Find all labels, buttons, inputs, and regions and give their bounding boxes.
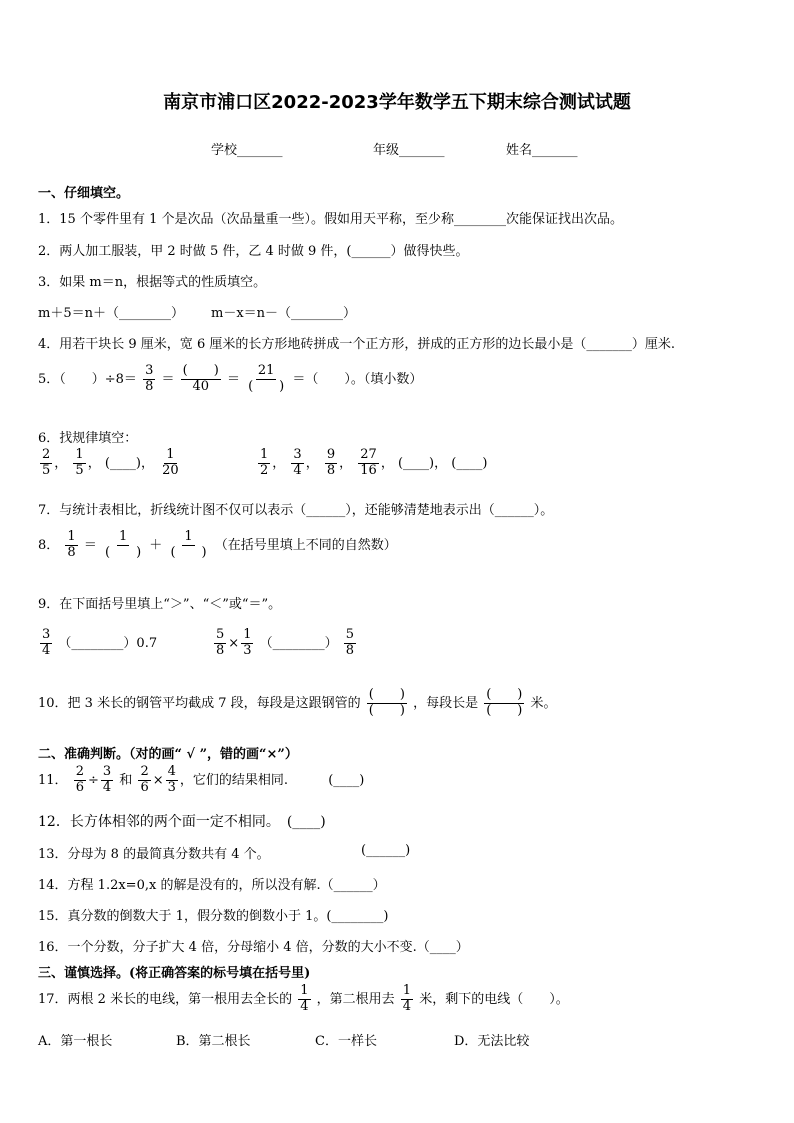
question-17	[38, 984, 569, 1015]
q5-f3-den: ( )	[248, 378, 285, 394]
numerator: 3	[102, 764, 112, 779]
q11-blank: (____)	[328, 772, 365, 788]
q6-s2-blank-2: (____)	[451, 455, 488, 471]
numerator: ( )	[486, 687, 523, 702]
numerator: 27	[360, 447, 377, 462]
section-3-heading: 三、谨慎选择。(将正确答案的标号填在括号里)	[38, 966, 311, 981]
question-4: 4．用若干块长 9 厘米，宽 6 厘米的长方形地砖拼成一个正方形，拼成的正方形的边长最小是（_______）厘米.	[38, 337, 675, 352]
numerator: 9	[326, 447, 336, 462]
q9-a-blank: （________）0.7	[58, 635, 158, 651]
q5-prefix: 5．（ ）÷8＝	[38, 371, 137, 387]
numerator: 1	[67, 529, 76, 544]
numerator: 1	[300, 983, 309, 998]
denominator: 4	[293, 462, 302, 478]
q8-instruction: （在括号里填上不同的自然数）	[214, 537, 397, 553]
question-3-part-a: m＋5＝n＋（________）	[38, 306, 184, 321]
q9-a-fraction	[40, 628, 52, 659]
denominator: 3	[167, 779, 176, 795]
q5-f2-num: ( )	[182, 363, 219, 378]
q11-fraction-4	[166, 765, 178, 796]
numerator: 5	[216, 627, 225, 642]
numerator: 1	[260, 447, 269, 462]
school-field: 学校_______	[211, 143, 283, 158]
numerator: 1	[75, 447, 84, 462]
question-13: 13．分母为 8 的最简真分数共有 4 个。	[38, 847, 270, 862]
question-14: 14．方程 1.2x=0,x 的解是没有的，所以没有解.（______）	[38, 878, 386, 893]
q5-f1-num: 3	[145, 363, 154, 378]
denominator: 2	[260, 462, 269, 478]
question-3-part-b: m－x＝n－（________）	[211, 306, 357, 321]
q5-equals-1: ＝	[161, 371, 175, 387]
q17-fraction-2	[401, 984, 413, 1015]
question-16: 16．一个分数，分子扩大 4 倍，分母缩小 4 倍，分数的大小不变.（____）	[38, 940, 469, 955]
page-title: 南京市浦口区2022-2023学年数学五下期末综合测试试题	[163, 92, 631, 113]
q10-fraction-1	[367, 688, 407, 719]
q8-plus: ＋	[149, 537, 163, 553]
denominator: 6	[75, 779, 84, 795]
numerator: 5	[345, 627, 355, 642]
q17-fraction-1	[298, 984, 310, 1015]
q11-fraction-2	[101, 765, 113, 796]
q8-fraction-2	[103, 530, 143, 561]
q10-suffix: 米。	[530, 695, 557, 711]
question-13-blank: (______)	[361, 843, 411, 858]
q11-text: ，它们的结果相同.	[179, 772, 289, 788]
q5-f2-den: 40	[192, 378, 209, 394]
numerator: 2	[140, 764, 149, 779]
q9-b-fraction-2	[241, 628, 253, 659]
q6-s1-frac-2	[73, 448, 85, 479]
question-5	[38, 364, 422, 395]
question-9-part-a	[38, 628, 157, 659]
q5-fraction-3	[246, 364, 286, 395]
denominator: 16	[360, 462, 377, 478]
q6-s2-blank-1: (____)	[397, 455, 435, 471]
q8-fraction-1	[65, 530, 77, 561]
numerator: 1	[166, 447, 175, 462]
question-7: 7．与统计表相比，折线统计图不仅可以表示（______），还能够清楚地表示出（______）。	[38, 503, 554, 518]
q5-equals-2: ＝	[226, 371, 240, 387]
denominator: 8	[67, 544, 76, 560]
q5-fraction-1	[143, 364, 155, 395]
question-12: 12．长方体相邻的两个面一定不相同。 (____)	[38, 814, 326, 830]
q10-prefix: 10．把 3 米长的钢管平均截成 7 段，每段是这跟钢管的	[38, 695, 361, 711]
q11-multiply: ×	[152, 772, 164, 788]
numerator: 2	[75, 764, 84, 779]
q17-prefix: 17．两根 2 米长的电线，第一根用去全长的	[38, 991, 293, 1007]
question-2: 2．两人加工服装，甲 2 时做 5 件，乙 4 时做 9 件，(______）做得快些。	[38, 244, 469, 259]
q9-b-blank: （________）	[259, 635, 338, 651]
q9-b-fraction-1	[214, 628, 226, 659]
denominator: 5	[75, 462, 84, 478]
q5-suffix: ＝（ ）。（填小数）	[292, 371, 423, 387]
question-8	[38, 530, 397, 561]
q17-suffix: 米，剩下的电线（ ）。	[419, 991, 569, 1007]
numerator: 1	[118, 529, 128, 544]
denominator: ( )	[486, 702, 523, 718]
numerator: 2	[42, 447, 51, 462]
grade-field: 年级_______	[373, 143, 445, 158]
denominator: 3	[243, 642, 252, 658]
denominator: 20	[162, 462, 179, 478]
option-b: B．第二根长	[176, 1034, 251, 1049]
q6-s2-frac-2	[291, 448, 303, 479]
q17-middle: ，第二根用去	[316, 991, 395, 1007]
numerator: 3	[293, 447, 302, 462]
numerator: ( )	[368, 687, 405, 702]
denominator: 4	[402, 998, 412, 1014]
q6-s1-frac-3	[160, 448, 181, 479]
q9-b-operator: ×	[228, 635, 240, 651]
q11-number: 11．	[38, 772, 68, 788]
question-6: 6．找规律填空：	[38, 431, 138, 446]
denominator: 8	[216, 642, 225, 658]
question-3: 3．如果 m＝n，根据等式的性质填空。	[38, 275, 267, 290]
name-field: 姓名_______	[506, 143, 578, 158]
q5-f3-num: 21	[257, 363, 275, 378]
question-6-series-1: $\frac{2}{5}$ ， $\frac{1}{5}$ ， (____)， $\frac{1}{20}$	[42, 447, 179, 478]
question-6-series-2: $\frac{1}{2}$ ， $\frac{3}{4}$ ， $\frac{9}{8}$ ， $\frac{27}{16}$ ， (____)， (____)	[260, 447, 488, 478]
denominator: ( )	[170, 544, 207, 560]
option-a: A．第一根长	[38, 1034, 113, 1049]
numerator: 1	[402, 983, 412, 998]
question-15: 15．真分数的倒数大于 1，假分数的倒数小于 1。(________)	[38, 909, 389, 924]
section-1-heading: 一、仔细填空。	[38, 186, 130, 201]
q8-equals: ＝	[83, 537, 97, 553]
denominator: ( )	[368, 702, 405, 718]
option-c: C．一样长	[315, 1034, 377, 1049]
q6-s2-frac-4	[358, 448, 379, 479]
denominator: 6	[140, 779, 149, 795]
q6-s1-frac-1	[40, 448, 52, 479]
q10-fraction-2	[484, 688, 524, 719]
numerator: 3	[42, 627, 51, 642]
q6-s1-blank: (____)	[104, 455, 141, 471]
q10-middle: ，每段长是	[413, 695, 479, 711]
denominator: 4	[42, 642, 51, 658]
section-2-heading: 二、准确判断。（对的画“ √ ”，错的画“×”）	[38, 747, 298, 762]
q11-fraction-3	[138, 765, 150, 796]
q8-fraction-3	[168, 530, 208, 561]
question-9: 9．在下面括号里填上“＞”、“＜”或“＝”。	[38, 597, 282, 612]
option-d: D．无法比较	[454, 1034, 530, 1049]
numerator: 1	[243, 627, 252, 642]
denominator: 5	[42, 462, 51, 478]
q5-f1-den: 8	[145, 378, 154, 394]
numerator: 4	[167, 764, 176, 779]
q9-b-fraction-3	[344, 628, 356, 659]
question-11	[38, 765, 364, 796]
q6-s2-frac-3	[325, 448, 337, 479]
q8-number: 8．	[38, 537, 60, 553]
question-1: 1．15 个零件里有 1 个是次品（次品量重一些）。假如用天平称，至少称________次能保证找出次品。	[38, 212, 623, 227]
q5-fraction-2	[181, 364, 221, 395]
denominator: ( )	[105, 544, 142, 560]
question-9-part-b	[212, 628, 358, 659]
denominator: 4	[102, 779, 112, 795]
numerator: 1	[184, 529, 193, 544]
denominator: 8	[345, 642, 355, 658]
denominator: 4	[300, 998, 309, 1014]
denominator: 8	[326, 462, 336, 478]
q11-fraction-1	[74, 765, 86, 796]
q6-s2-frac-1	[258, 448, 270, 479]
q11-divide: ÷	[87, 772, 99, 788]
q11-and: 和	[119, 772, 133, 788]
question-10	[38, 688, 557, 719]
